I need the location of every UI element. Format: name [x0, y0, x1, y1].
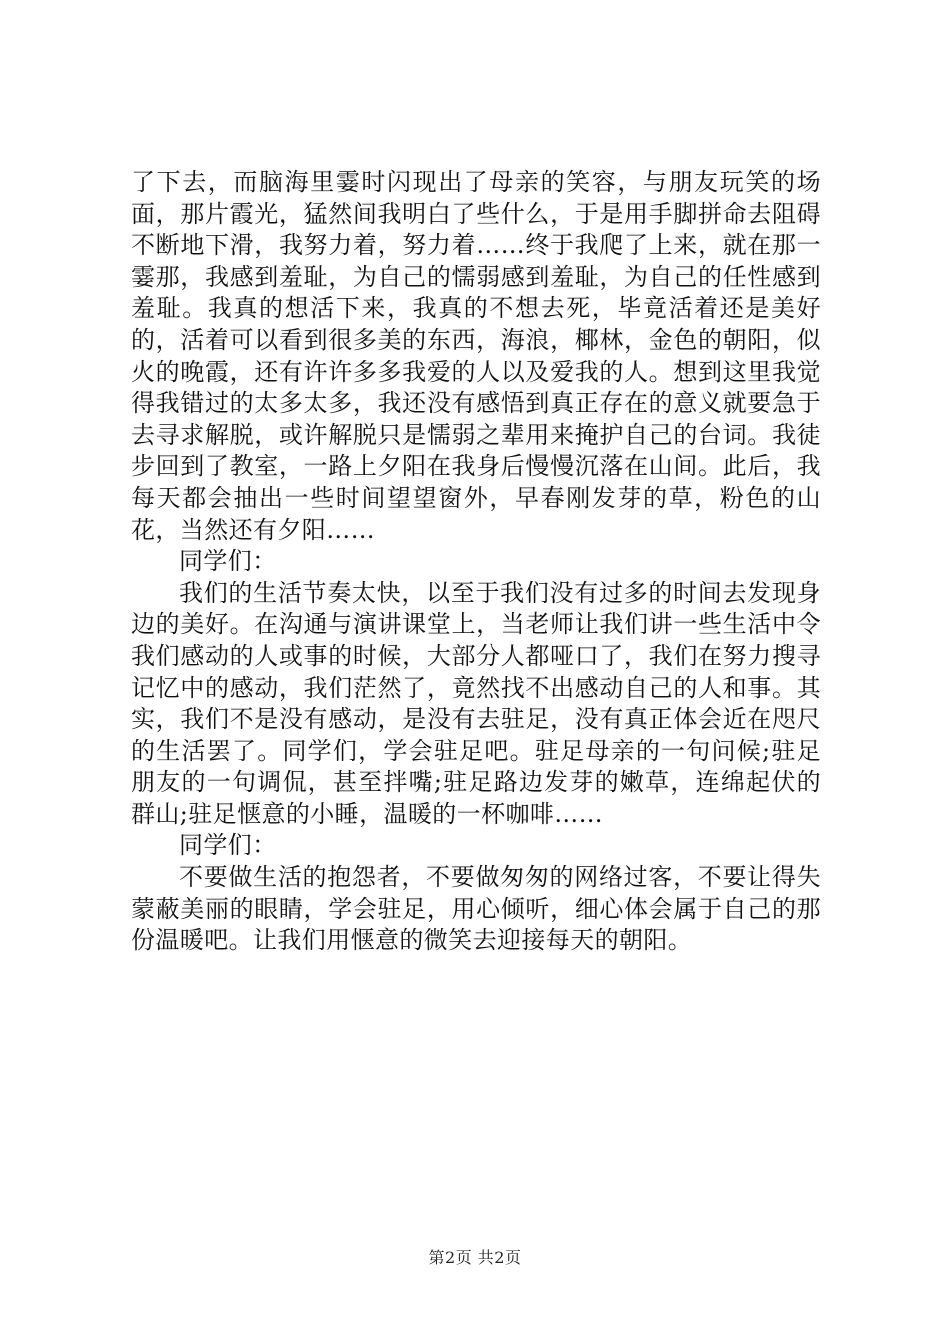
- paragraph-salutation: 同学们：: [179, 831, 277, 860]
- page-footer: 第2页 共2页: [428, 1248, 522, 1267]
- paragraph-closing: 不要做生活的抱怨者，不要做匆匆的网络过客，不要让得失蒙蔽美丽的眼睛，学会驻足，用心倾听，细心体会属于自己的那份温暖吧。让我们用惬意的微笑去迎接每天的朝阳。: [131, 863, 821, 955]
- paragraph-salutation: 同学们：: [179, 547, 277, 576]
- paragraph-body: 我们的生活节奏太快，以至于我们没有过多的时间去发现身边的美好。在沟通与演讲课堂上，当老师让我们讲一些生活中令我们感动的人或事的时候，大部分人都哑口了，我们在努力搜寻记忆中的感动，我们茫然了，竟然找不出感动自己的人和事。其实，我们不是没有感动，是没有去驻足，没有真正体会近在咫尺的生活罢了。同学们，学会驻足吧。驻足母亲的一句问候;驻足朋友的一句调侃，甚至拌嘴;驻足路边发芽的嫩草，连绵起伏的群山;驻足惬意的小睡，温暖的一杯咖啡……: [131, 578, 821, 828]
- paragraph-continuation: 了下去，而脑海里霎时闪现出了母亲的笑容，与朋友玩笑的场面，那片霞光，猛然间我明白了些什么，于是用手脚拼命去阻碍不断地下滑，我努力着，努力着……终于我爬了上来，就在那一霎那，我感到羞耻，为自己的懦弱感到羞耻，为自己的任性感到羞耻。我真的想活下来，我真的不想去死，毕竟活着还是美好的，活着可以看到很多美的东西，海浪，椰林，金色的朝阳，似火的晚霞，还有许许多多我爱的人以及爱我的人。想到这里我觉得我错过的太多太多，我还没有感悟到真正存在的意义就要急于去寻求解脱，或许解脱只是懦弱之辈用来掩护自己的台词。我徒步回到了教室，一路上夕阳在我身后慢慢沉落在山间。此后，我每天都会抽出一些时间望望窗外，早春刚发芽的草，粉色的山花，当然还有夕阳……: [131, 168, 821, 544]
- document-body: [131, 167, 821, 957]
